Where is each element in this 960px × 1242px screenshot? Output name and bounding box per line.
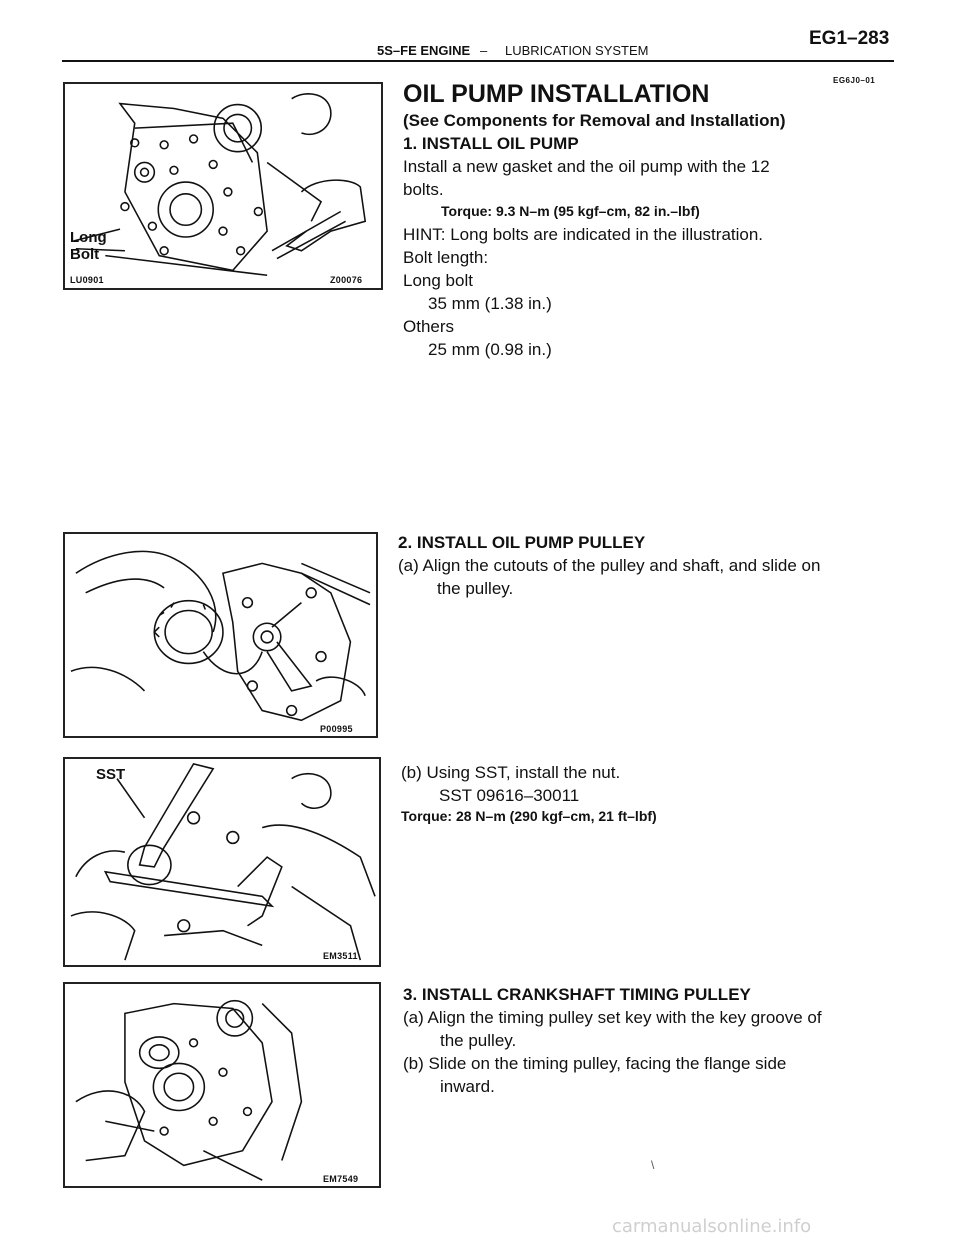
header-dash: – [480,43,488,58]
sst-illustration [65,759,379,965]
page-header [0,0,960,64]
others-value: 25 mm (0.98 in.) [428,340,552,359]
pulley-illustration [65,534,376,736]
page-title: OIL PUMP INSTALLATION [403,80,710,108]
step2-b-torque: Torque: 28 N–m (290 kgf–cm, 21 ft–lbf) [401,808,657,824]
reference-code: EG6J0–01 [833,76,876,85]
step2-b-sst: SST 09616–30011 [439,786,580,805]
figure-label-long: Long [70,229,107,246]
subtitle: (See Components for Removal and Installation) [403,111,786,130]
step3-a-line1: (a) Align the timing pulley set key with the key groove of [403,1008,822,1027]
header-page-code: EG1–283 [809,28,890,49]
figure-code: P00995 [320,724,353,734]
step1-hint: HINT: Long bolts are indicated in the illustration. [403,225,764,244]
oil-pump-illustration [65,84,381,288]
step1-heading: 1. INSTALL OIL PUMP [403,134,579,153]
figure-label-sst: SST [96,766,126,783]
crankshaft-pulley-illustration [65,984,379,1186]
step2-heading: 2. INSTALL OIL PUMP PULLEY [398,533,646,552]
step3-heading: 3. INSTALL CRANKSHAFT TIMING PULLEY [403,985,751,1004]
figure-code: EM3511 [323,951,358,961]
step3-a-line2: the pulley. [440,1031,517,1050]
figure-crankshaft-pulley [63,982,381,1188]
watermark: carmanualsonline.info [612,1216,812,1237]
step1-text: Install a new gasket and the oil pump with the 12 bolts. [403,157,770,199]
header-rule [62,60,894,62]
figure-label-bolt: Bolt [70,246,100,263]
bolt-length-label: Bolt length: [403,248,489,267]
header-subsection: LUBRICATION SYSTEM [505,43,649,58]
step3-b-line1: (b) Slide on the timing pulley, facing the flange side [403,1054,787,1073]
long-bolt-value: 35 mm (1.38 in.) [428,294,552,313]
figure-code-left: LU0901 [70,275,104,285]
figure-oil-pump-pulley [63,532,378,738]
step2-b-line1: (b) Using SST, install the nut. [401,763,621,782]
stray-mark: \ [651,1158,655,1172]
step1-torque: Torque: 9.3 N–m (95 kgf–cm, 82 in.–lbf) [441,203,700,219]
figure-code: EM7549 [323,1174,359,1184]
others-label: Others [403,317,455,336]
header-section: 5S–FE ENGINE [377,43,471,58]
step2-a-line2: the pulley. [437,579,514,598]
figure-sst-nut [63,757,381,967]
long-bolt-label: Long bolt [403,271,473,290]
step2-a-line1: (a) Align the cutouts of the pulley and shaft, and slide on [398,556,821,575]
step3-b-line2: inward. [440,1077,495,1096]
figure-code-right: Z00076 [330,275,363,285]
figure-oil-pump [63,82,383,290]
